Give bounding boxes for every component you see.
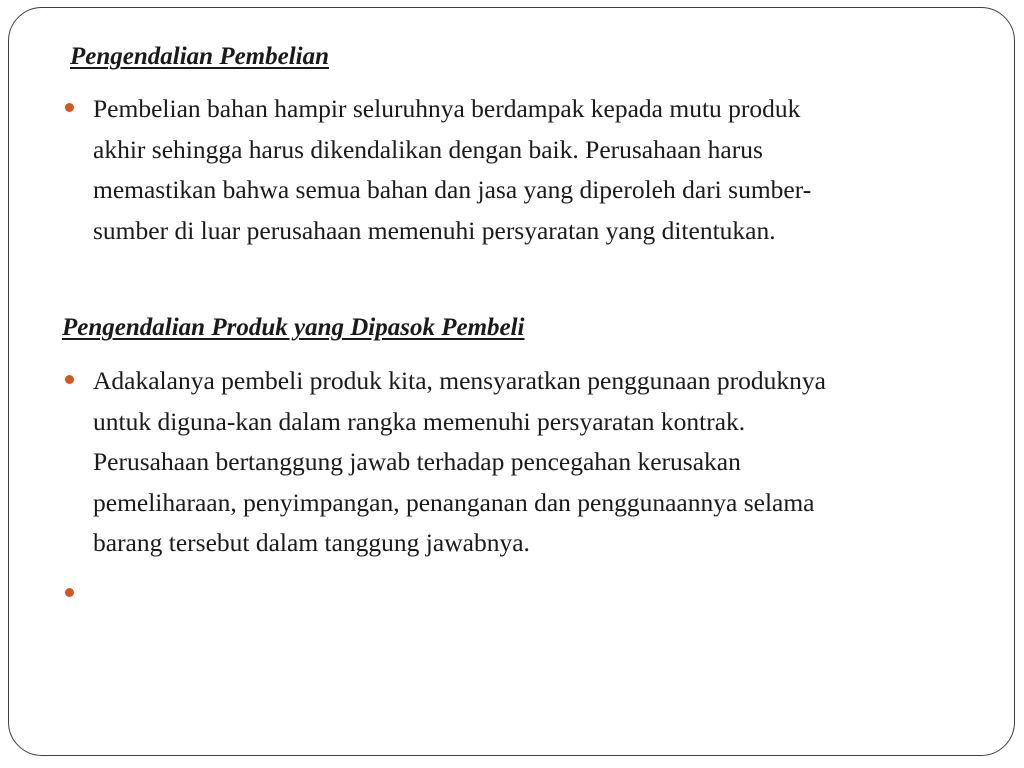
section-paragraph xyxy=(93,361,993,564)
paragraph-line: Perusahaan bertanggung jawab terhadap pencegahan kerusakan xyxy=(93,447,741,476)
section-heading-pengendalian-produk: Pengendalian Produk yang Dipasok Pembeli xyxy=(62,314,525,341)
paragraph-line: Pembelian bahan hampir seluruhnya berdampak kepada mutu produk xyxy=(93,94,801,123)
paragraph-line: sumber di luar perusahaan memenuhi persyaratan yang ditentukan. xyxy=(93,215,776,245)
paragraph-line: Adakalanya pembeli produk kita, mensyaratkan penggunaan produknya xyxy=(93,366,826,395)
section-heading-pengendalian-pembelian: Pengendalian Pembelian xyxy=(70,43,330,70)
empty-bullet-icon xyxy=(65,588,74,597)
paragraph-line: untuk diguna-kan dalam rangka memenuhi persyaratan kontrak. xyxy=(93,406,746,436)
paragraph-line: pemeliharaan, penyimpangan, penanganan dan penggunaannya selama xyxy=(93,487,815,517)
bullet-icon xyxy=(65,103,74,112)
paragraph-line: memastikan bahwa semua bahan dan jasa yang diperoleh dari sumber- xyxy=(93,175,812,204)
bullet-icon xyxy=(65,375,74,384)
section-paragraph xyxy=(93,89,993,251)
paragraph-line: akhir sehingga harus dikendalikan dengan baik. Perusahaan harus xyxy=(93,134,763,164)
paragraph-line: barang tersebut dalam tanggung jawabnya. xyxy=(93,528,530,557)
